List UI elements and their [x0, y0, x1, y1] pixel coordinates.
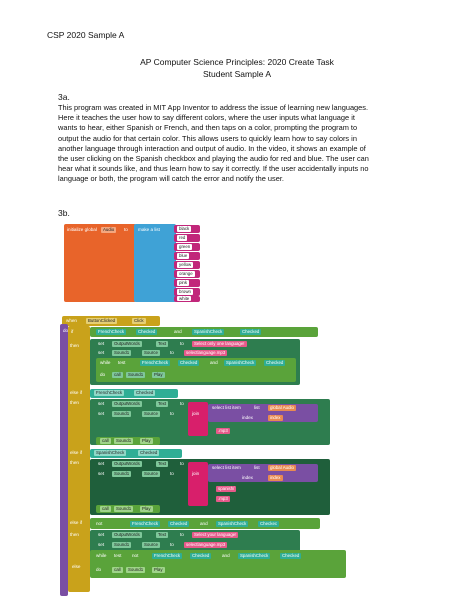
join-label: join [192, 471, 200, 476]
text-property: Text [158, 461, 167, 466]
french-check-getter: FrenchCheck [96, 390, 123, 395]
output-words-setter: OutputWords [114, 532, 140, 537]
document-subtitle: Student Sample A [202, 69, 272, 79]
test-label: test [118, 360, 126, 365]
then-label: then [70, 400, 79, 405]
call-sound1-play: call [114, 372, 121, 377]
list-item-text: pink [179, 280, 188, 285]
sound1-setter: Sound1 [114, 471, 130, 476]
else-if-label: else if [70, 390, 83, 395]
french-check-getter: FrenchCheck [132, 521, 159, 526]
select-list-item-label: select list item [212, 405, 241, 410]
select-list-item-label: select list item [212, 465, 241, 470]
list-item-text: brown [179, 289, 191, 294]
then-label: then [70, 343, 79, 348]
while-label: while [96, 553, 107, 558]
join-label: join [192, 411, 200, 416]
mp3-text: .mp3 [218, 496, 228, 501]
source-property: Source [144, 542, 158, 547]
source-property: Source [144, 350, 158, 355]
document-title: AP Computer Science Principles: 2020 Create Task [140, 57, 334, 67]
index-label: index [242, 415, 253, 420]
spanish-folder-text: spanish/ [218, 486, 235, 491]
checked-property: Checked [282, 553, 300, 558]
paragraph-line: wants to hear, either Spanish or French, and then taps on a color, prompting the program to [58, 123, 358, 133]
source-property: Source [144, 411, 158, 416]
make-a-list-block [134, 224, 176, 302]
then-label: then [70, 460, 79, 465]
source-property: Source [144, 471, 158, 476]
paragraph-line: hear what it sounds like, and thus learn how to say it correctly. If the user accidentally inputs no [58, 164, 369, 174]
do-label: do [63, 328, 69, 333]
set-label: set [98, 401, 105, 406]
to-label: to [180, 401, 184, 406]
else-label: else [72, 564, 81, 569]
initialize-global-label: initialize global [67, 227, 97, 232]
sound1-component: Sound1 [128, 567, 144, 572]
make-a-list-label: make a list [138, 227, 160, 232]
event-name: Click [134, 318, 144, 323]
paragraph-line: language or both, the program will catch the error and notify the user. [58, 174, 284, 184]
sound1-component: Sound1 [116, 438, 132, 443]
document-header: CSP 2020 Sample A [47, 30, 125, 40]
checked-property: Checked [140, 450, 158, 455]
play-method: Play [154, 372, 163, 377]
to-label: to [180, 461, 184, 466]
join-block [188, 462, 208, 506]
list-item-text: red [179, 235, 186, 240]
text-property: Text [158, 341, 167, 346]
checked-property: Checked [242, 329, 260, 334]
while-block-2 [90, 550, 346, 578]
list-item-text: white [179, 296, 190, 301]
list-item-text: orange [179, 271, 193, 276]
not-label: not [96, 521, 103, 526]
do-label: do [96, 567, 102, 572]
list-item-text: yellow [179, 262, 192, 267]
sound1-setter: Sound1 [114, 411, 130, 416]
text-property: Text [158, 401, 167, 406]
play-method: Play [142, 506, 151, 511]
output-words-setter: OutputWords [114, 401, 140, 406]
to-label: to [180, 341, 184, 346]
french-check-getter: FrenchCheck [142, 360, 169, 365]
checked-property: Checked [192, 553, 210, 558]
checked-property: Checked [138, 329, 156, 334]
french-check-getter: FrenchCheck [98, 329, 125, 334]
get-index: index [270, 475, 281, 480]
spanish-check-getter: SpanishCheck [218, 521, 247, 526]
to-label: to [180, 532, 184, 537]
to-label: to [170, 471, 174, 476]
list-label: list [254, 405, 260, 410]
call-sound1-play: call [102, 438, 109, 443]
sound1-component: Sound1 [116, 506, 132, 511]
set-label: set [98, 350, 105, 355]
initialize-global-block [64, 224, 136, 302]
checked-property: Checked [266, 360, 284, 365]
text-property: Text [158, 532, 167, 537]
get-global-audio: global Audio [270, 465, 294, 470]
do-label: do [100, 372, 106, 377]
to-label: to [170, 411, 174, 416]
to-label: to [170, 542, 174, 547]
paragraph-line: the user clicking on the Spanish checkbox and playing the audio for red and blue. The user can [58, 154, 369, 164]
and-label: and [210, 360, 218, 365]
error-message-text: Select only one language! [194, 341, 245, 346]
section-3a-paragraph [58, 103, 369, 185]
index-label: index [242, 475, 253, 480]
output-words-setter: OutputWords [114, 341, 140, 346]
audio-file-text: selectlanguage.mp3 [186, 542, 226, 547]
get-global-audio: global Audio [270, 405, 294, 410]
to-label: to [170, 350, 174, 355]
else-if-label: else if [70, 520, 83, 525]
checked-property: Checkec [260, 521, 278, 526]
paragraph-line: output the audio for that certain color. This allows users to quickly learn how to say colors in [58, 133, 357, 143]
then-label: then [70, 532, 79, 537]
call-sound1-play: call [102, 506, 109, 511]
output-words-setter: OutputWords [114, 461, 140, 466]
french-check-getter: FrenchCheck [154, 553, 181, 558]
prompt-message-text: Select your language! [194, 532, 237, 537]
not-label: not [132, 553, 139, 558]
event-do-rail [60, 324, 68, 596]
audio-file-text: selectlanguage.mp3 [186, 350, 226, 355]
set-label: set [98, 411, 105, 416]
checked-property: Checked [180, 360, 198, 365]
list-item-text: blue [179, 253, 188, 258]
spanish-check-getter: SpanishCheck [194, 329, 223, 334]
list-label: list [254, 465, 260, 470]
and-label: and [200, 521, 208, 526]
and-label: and [174, 329, 182, 334]
sound1-component: Sound1 [128, 372, 144, 377]
spanish-check-getter: SpanishCheck [240, 553, 269, 558]
list-item-text: green [179, 244, 191, 249]
checked-property: Checked [170, 521, 188, 526]
when-label: when [66, 318, 77, 323]
test-label: test [114, 553, 122, 558]
and-label: and [222, 553, 230, 558]
set-label: set [98, 341, 105, 346]
initialize-to-label: to [124, 227, 128, 232]
set-label: set [98, 542, 105, 547]
event-component-name: ButtonClicked [88, 318, 116, 323]
if-label: if [71, 329, 74, 334]
paragraph-line: This program was created in MIT App Inventor to address the issue of learning new languages. [58, 103, 369, 112]
checked-property: Checked [136, 390, 154, 395]
global-variable-name: Audio [103, 227, 115, 232]
spanish-check-getter: SpanishCheck [226, 360, 255, 365]
if-else-rail [68, 326, 90, 592]
play-method: Play [154, 567, 163, 572]
sound1-setter: Sound1 [114, 542, 130, 547]
section-3a-label: 3a. [58, 92, 70, 102]
set-label: set [98, 471, 105, 476]
spanish-check-getter: SpanishCheck [96, 450, 125, 455]
paragraph-line: Here it teaches the user how to say different colors, where the user inputs what language it [58, 113, 355, 123]
call-sound1-play: call [114, 567, 121, 572]
button-click-event-block [60, 316, 360, 602]
global-audio-block-image [64, 224, 214, 302]
paragraph-line: another language through interaction and output of audio. In the video, it shows an example of [58, 143, 366, 153]
else-if-label: else if [70, 450, 83, 455]
section-3b-label: 3b. [58, 208, 70, 218]
play-method: Play [142, 438, 151, 443]
list-item-text: black [179, 226, 190, 231]
join-block [188, 402, 208, 436]
while-label: while [100, 360, 111, 365]
set-label: set [98, 532, 105, 537]
get-index: index [270, 415, 281, 420]
sound1-setter: Sound1 [114, 350, 130, 355]
mp3-text: .mp3 [218, 428, 228, 433]
set-label: set [98, 461, 105, 466]
